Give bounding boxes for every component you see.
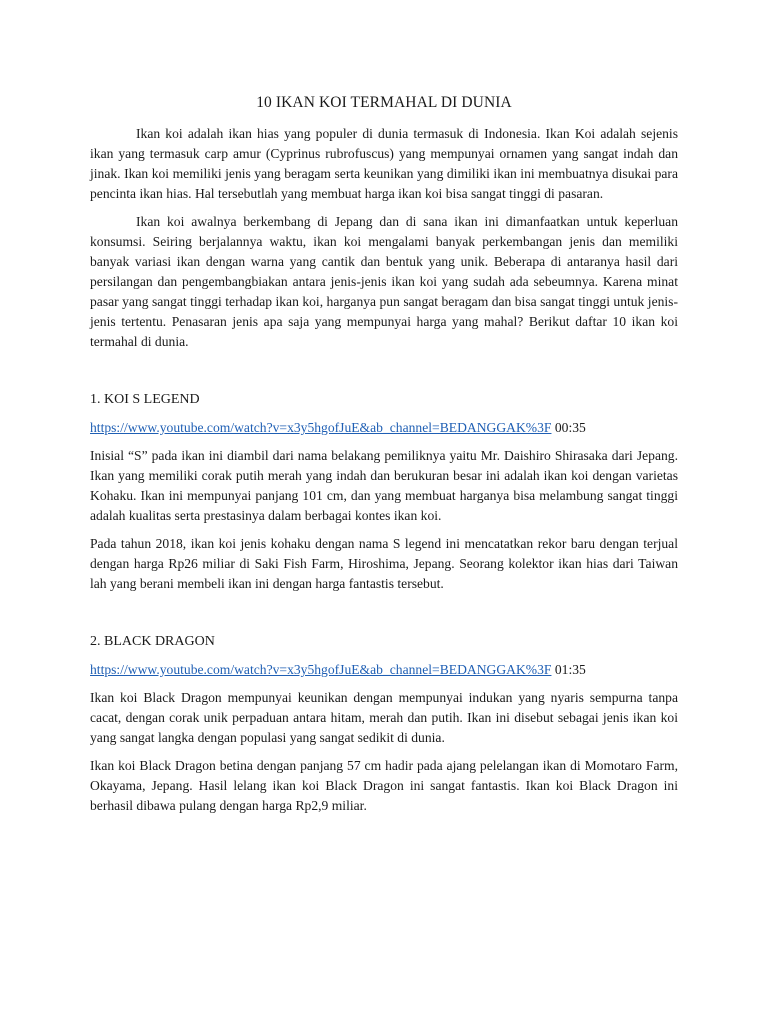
section-heading: 2. BLACK DRAGON [90,634,215,649]
section-paragraph: Pada tahun 2018, ikan koi jenis kohaku dengan nama S legend ini mencatatkan rekor baru dengan terjual dengan harga Rp26 miliar di Saki Fish Farm, Hiroshima, Jepang. Seorang kolektor ikan hias dari Taiwan lah yang berani membeli ikan ini dengan harga fantastis tersebut. [90,536,678,591]
video-link-line [90,418,678,438]
section-koi-s-legend [90,390,678,594]
video-timestamp: 01:35 [554,662,586,677]
video-link-line [90,660,678,680]
section-black-dragon [90,632,678,816]
document-title: 10 IKAN KOI TERMAHAL DI DUNIA [256,94,512,111]
document-page [90,93,678,816]
youtube-link[interactable]: https://www.youtube.com/watch?v=x3y5hgofJuE&ab_channel=BEDANGGAK%3F [90,420,552,435]
section-heading: 1. KOI S LEGEND [90,392,200,407]
video-timestamp: 00:35 [554,420,586,435]
intro-paragraph-2: Ikan koi awalnya berkembang di Jepang dan di sana ikan ini dimanfaatkan untuk keperluan konsumsi. Seiring berjalannya waktu, ikan koi mengalami banyak perkembangan jenis dan memiliki banyak variasi ikan dengan warna yang cantik dan bentuk yang unik. Beberapa di antaranya hasil dari persilangan dan pengembangbiakan antara jenis-jenis ikan koi yang sudah ada sebeumnya. Karena minat pasar yang sangat tinggi terhadap ikan koi, harganya pun sangat beragam dan bisa sangat tinggi untuk jenis-jenis tertentu. Penasaran jenis apa saja yang mempunyai harga yang mahal? Berikut daftar 10 ikan koi termahal di dunia. [90,214,678,349]
intro-paragraph-1: Ikan koi adalah ikan hias yang populer di dunia termasuk di Indonesia. Ikan Koi adalah sejenis ikan yang termasuk carp amur (Cyprinus rubrofuscus) yang mempunyai ornamen yang sangat indah dan jinak. Ikan koi memiliki jenis yang beragam serta keunikan yang dimiliki ikan ini membuatnya disukai para pencinta ikan hias. Hal tersebutlah yang membuat harga ikan koi bisa sangat tinggi di pasaran. [90,126,678,201]
youtube-link[interactable]: https://www.youtube.com/watch?v=x3y5hgofJuE&ab_channel=BEDANGGAK%3F [90,662,552,677]
section-paragraph: Ikan koi Black Dragon mempunyai keunikan dengan mempunyai indukan yang nyaris sempurna tanpa cacat, dengan corak unik perpaduan antara hitam, merah dan putih. Ikan ini disebut sebagai jenis ikan koi yang sangat langka dengan populasi yang sangat sedikit di dunia. [90,690,678,745]
section-paragraph: Inisial “S” pada ikan ini diambil dari nama belakang pemiliknya yaitu Mr. Daishiro Shirasaka dari Jepang. Ikan yang memiliki corak putih merah yang indah dan berukuran besar ini adalah ikan koi dengan varietas Kohaku. Ikan ini mempunyai panjang 101 cm, dan yang membuat harganya bisa melambung sangat tinggi adalah kualitas serta prestasinya dalam berbagai kontes ikan koi. [90,448,678,523]
section-paragraph: Ikan koi Black Dragon betina dengan panjang 57 cm hadir pada ajang pelelangan ikan di Momotaro Farm, Okayama, Jepang. Hasil lelang ikan koi Black Dragon ini sangat fantastis. Ikan koi Black Dragon ini berhasil dibawa pulang dengan harga Rp2,9 miliar. [90,758,678,813]
